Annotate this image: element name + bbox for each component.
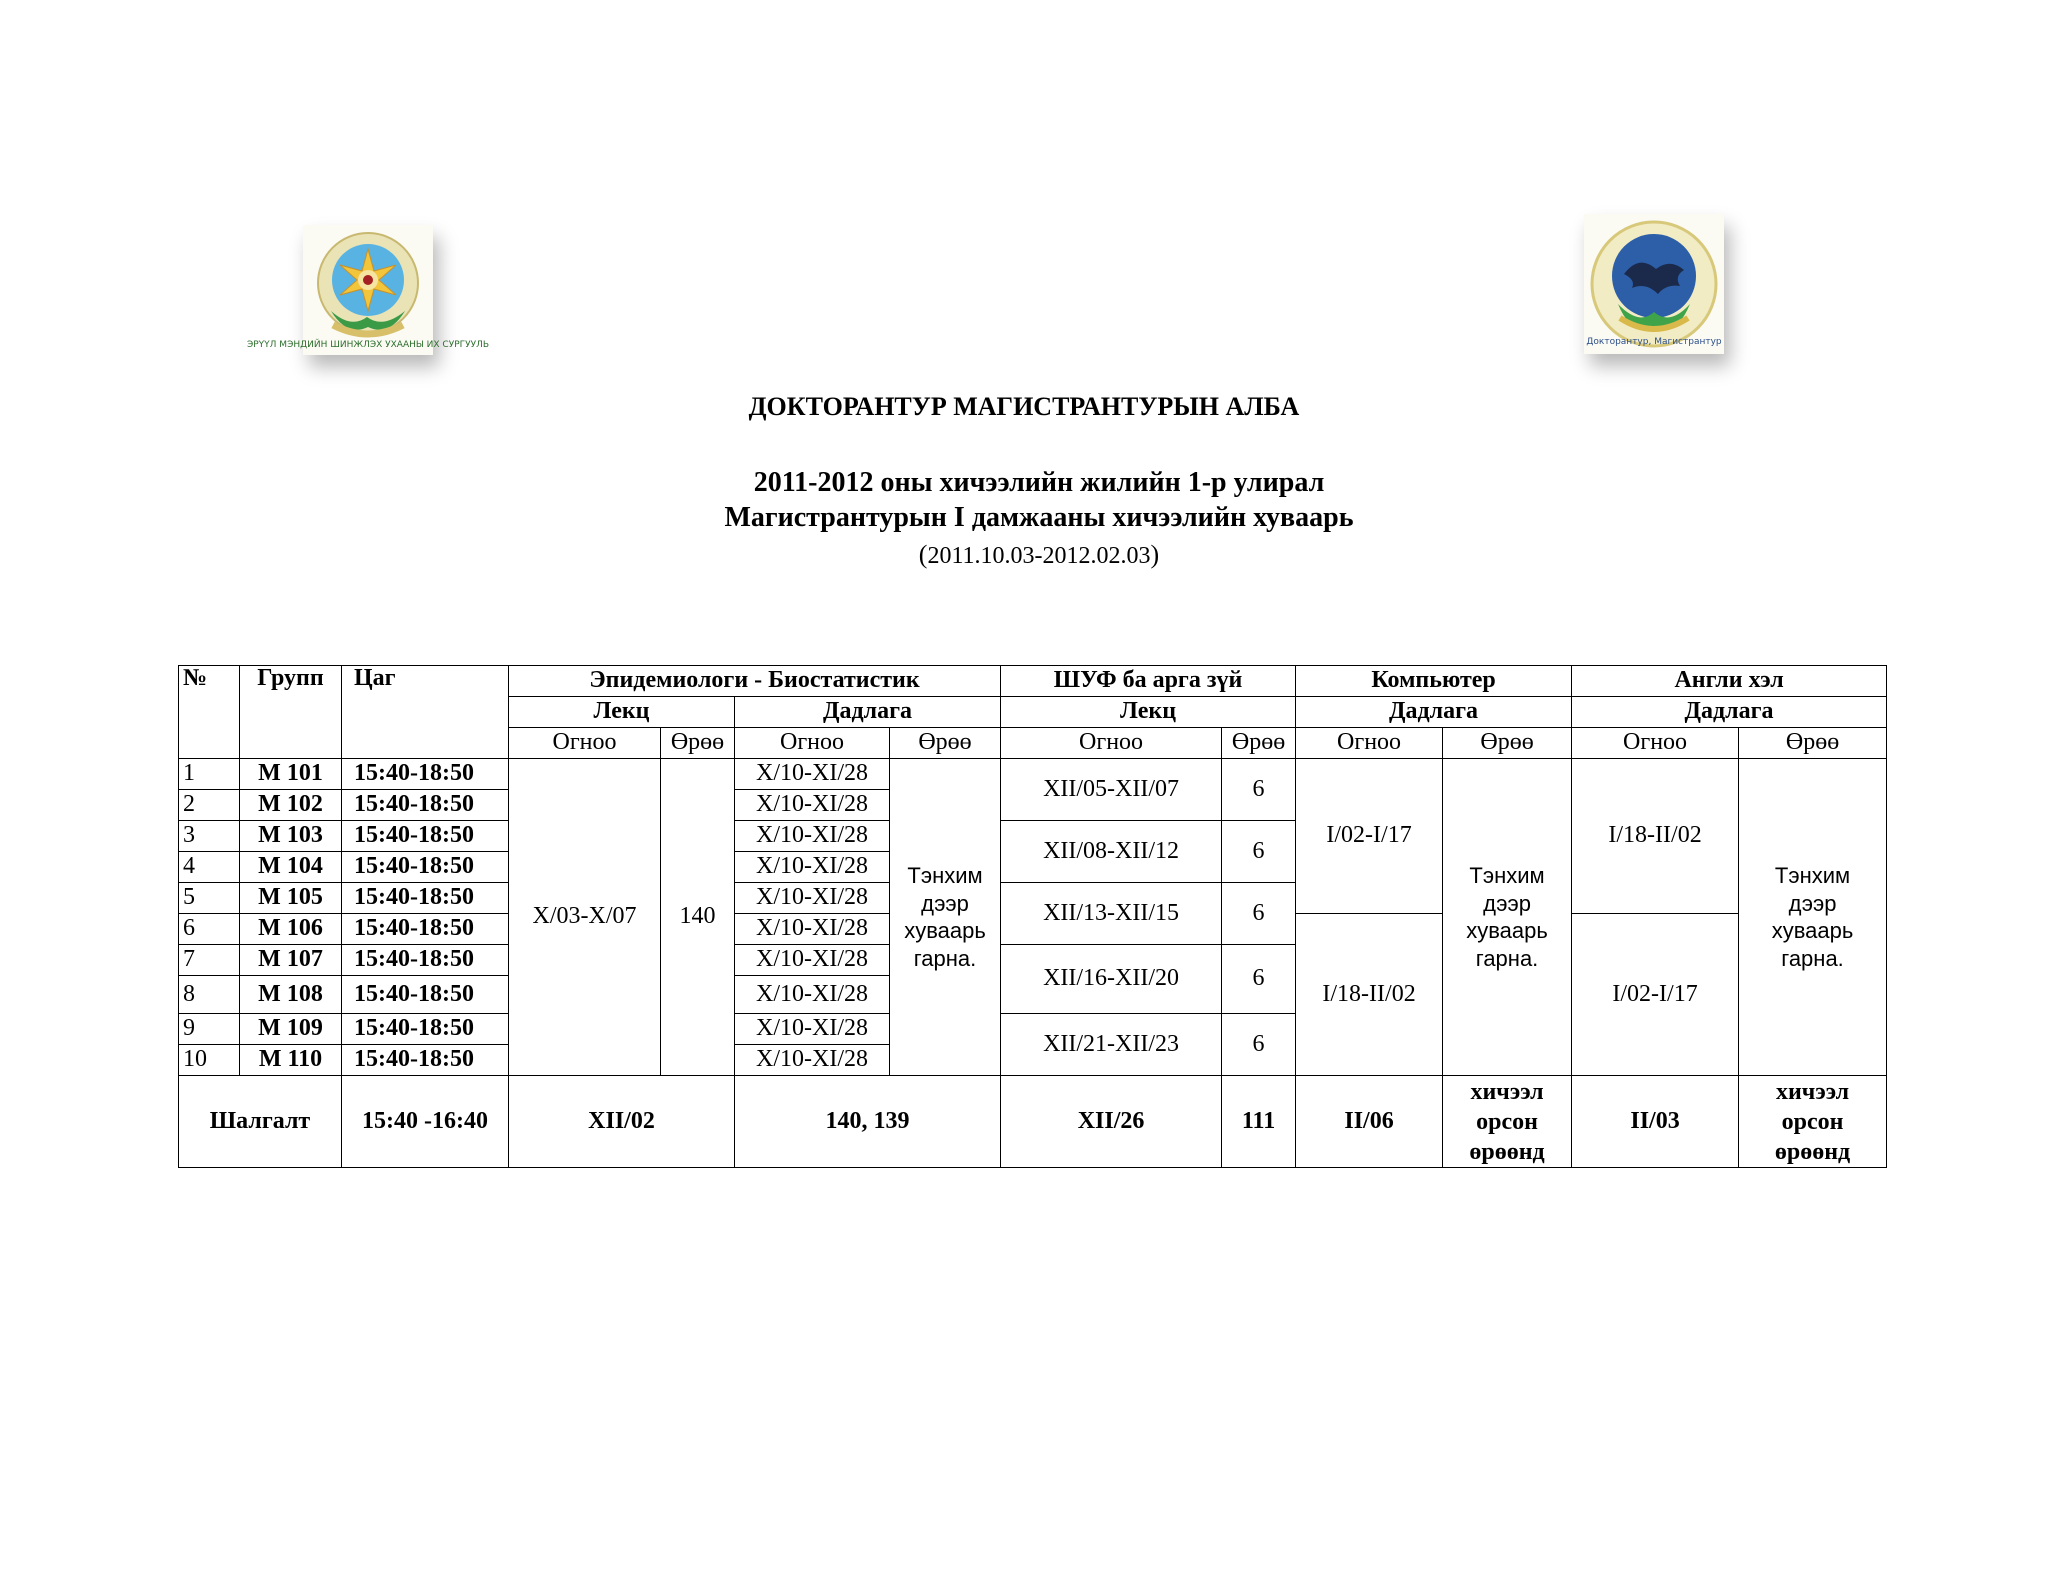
col-header-no: №: [179, 666, 240, 759]
epi-lecture-header: Лекц: [509, 697, 735, 728]
computer-room: [1443, 759, 1572, 1076]
shuf-lecture-header: Лекц: [1001, 697, 1296, 728]
computer-date: I/18-II/02: [1296, 914, 1443, 1076]
row-time: 15:40-18:50: [342, 914, 509, 945]
row-no: 10: [179, 1045, 240, 1076]
table-row: [179, 759, 1887, 790]
shuf-room-header: Өрөө: [1222, 728, 1296, 759]
subject-header-epidemiology: Эпидемиологи - Биостатистик: [509, 666, 1001, 697]
exam-time: 15:40 -16:40: [342, 1076, 509, 1168]
computer-room-header: Өрөө: [1443, 728, 1572, 759]
dept-schedule-note-l2: дээр: [1788, 890, 1837, 916]
university-seal-text: ЭРҮҮЛ МЭНДИЙН ШИНЖЛЭХ УХААНЫ ИХ СУРГУУЛЬ: [246, 340, 490, 350]
row-time: 15:40-18:50: [342, 759, 509, 790]
row-no: 2: [179, 790, 240, 821]
epi-practice-date-header: Огноо: [735, 728, 890, 759]
shuf-date-header: Огноо: [1001, 728, 1222, 759]
epi-lecture-date-header: Огноо: [509, 728, 661, 759]
exam-computer-room: [1443, 1076, 1572, 1168]
row-time: 15:40-18:50: [342, 1014, 509, 1045]
epi-practice-date: X/10-XI/28: [735, 976, 890, 1014]
col-header-group: Групп: [240, 666, 342, 759]
dept-schedule-note-l3: хуваарь: [1466, 918, 1548, 943]
shuf-date: XII/21-XII/23: [1001, 1014, 1222, 1076]
dept-schedule-note-l3: хуваарь: [1771, 918, 1854, 943]
schedule-period: [0, 540, 2063, 570]
row-group: М 104: [240, 852, 342, 883]
row-time: 15:40-18:50: [342, 821, 509, 852]
row-group: М 103: [240, 821, 342, 852]
row-group: М 110: [240, 1045, 342, 1076]
exam-room-note-l1: хичээл: [1775, 1078, 1850, 1105]
epi-practice-date: X/10-XI/28: [735, 883, 890, 914]
row-no: 7: [179, 945, 240, 976]
exam-room-note-l3: өрөөнд: [1774, 1138, 1851, 1165]
row-group: М 107: [240, 945, 342, 976]
shuf-date: XII/13-XII/15: [1001, 883, 1222, 945]
row-no: 6: [179, 914, 240, 945]
row-time: 15:40-18:50: [342, 976, 509, 1014]
dept-schedule-note-l1: Тэнхим: [1469, 863, 1545, 888]
exam-shuf-room: 111: [1222, 1076, 1296, 1168]
epi-practice-date: X/10-XI/28: [735, 759, 890, 790]
period-range: 2011.10.03-2012.02.03: [927, 543, 1151, 569]
epi-lecture-date: X/03-X/07: [509, 759, 661, 1076]
english-date-header: Огноо: [1572, 728, 1739, 759]
period-open-paren: (: [918, 540, 928, 569]
row-group: М 101: [240, 759, 342, 790]
row-group: М 102: [240, 790, 342, 821]
semester-title: 2011-2012 оны хичээлийн жилийн 1-р улирал: [753, 467, 1325, 498]
shuf-room: 6: [1222, 1014, 1296, 1076]
shuf-room: 6: [1222, 759, 1296, 821]
schedule-table: [178, 665, 1887, 1168]
dept-schedule-note-l4: гарна.: [1475, 945, 1539, 971]
shuf-room: 6: [1222, 821, 1296, 883]
epi-practice-room-header: Өрөө: [890, 728, 1001, 759]
row-time: 15:40-18:50: [342, 1045, 509, 1076]
row-no: 3: [179, 821, 240, 852]
university-logo: [246, 225, 490, 355]
exam-epi-rooms: 140, 139: [735, 1076, 1001, 1168]
dept-schedule-note-l4: гарна.: [913, 945, 977, 971]
epi-practice-date: X/10-XI/28: [735, 945, 890, 976]
row-group: М 106: [240, 914, 342, 945]
row-no: 1: [179, 759, 240, 790]
department-seal-icon: [1584, 214, 1724, 354]
computer-date: I/02-I/17: [1296, 759, 1443, 914]
university-seal-icon: [246, 225, 490, 355]
row-time: 15:40-18:50: [342, 790, 509, 821]
dept-schedule-note-l1: Тэнхим: [1774, 863, 1851, 888]
col-header-time: Цаг: [342, 666, 509, 759]
english-room-header: Өрөө: [1739, 728, 1887, 759]
dept-schedule-note-l3: хуваарь: [904, 918, 986, 943]
exam-computer-date: II/06: [1296, 1076, 1443, 1168]
subject-header-computer: Компьютер: [1296, 666, 1572, 697]
english-date: I/18-II/02: [1572, 759, 1739, 914]
exam-label: Шалгалт: [179, 1076, 342, 1168]
english-practice-header: Дадлага: [1572, 697, 1887, 728]
row-time: 15:40-18:50: [342, 852, 509, 883]
epi-practice-date: X/10-XI/28: [735, 821, 890, 852]
exam-row: [179, 1076, 1887, 1168]
shuf-date: XII/05-XII/07: [1001, 759, 1222, 821]
exam-room-note-l2: орсон: [1476, 1108, 1538, 1135]
epi-lecture-room-header: Өрөө: [661, 728, 735, 759]
period-close-paren: ): [1150, 540, 1160, 569]
header-row-subjects: [179, 666, 1887, 697]
row-group: М 109: [240, 1014, 342, 1045]
exam-english-date: II/03: [1572, 1076, 1739, 1168]
epi-practice-date: X/10-XI/28: [735, 790, 890, 821]
dept-schedule-note-l2: дээр: [1483, 890, 1531, 916]
english-room: [1739, 759, 1887, 1076]
dept-schedule-note-l1: Тэнхим: [907, 863, 983, 888]
schedule-title: Магистрантурын I дамжааны хичээлийн хуваарь: [724, 502, 1354, 533]
epi-practice-date: X/10-XI/28: [735, 914, 890, 945]
epi-practice-date: X/10-XI/28: [735, 1045, 890, 1076]
shuf-date: XII/08-XII/12: [1001, 821, 1222, 883]
computer-date-header: Огноо: [1296, 728, 1443, 759]
epi-practice-date: X/10-XI/28: [735, 1014, 890, 1045]
english-date: I/02-I/17: [1572, 914, 1739, 1076]
row-time: 15:40-18:50: [342, 883, 509, 914]
epi-practice-room: [890, 759, 1001, 1076]
computer-practice-header: Дадлага: [1296, 697, 1572, 728]
subject-header-english: Англи хэл: [1572, 666, 1887, 697]
shuf-room: 6: [1222, 883, 1296, 945]
department-title: ДОКТОРАНТУР МАГИСТРАНТУРЫН АЛБА: [748, 392, 1300, 421]
dept-schedule-note-l4: гарна.: [1781, 945, 1844, 971]
exam-epi-date: XII/02: [509, 1076, 735, 1168]
exam-room-note-l3: өрөөнд: [1469, 1138, 1545, 1165]
row-group: М 105: [240, 883, 342, 914]
shuf-date: XII/16-XII/20: [1001, 945, 1222, 1014]
exam-shuf-date: XII/26: [1001, 1076, 1222, 1168]
row-group: М 108: [240, 976, 342, 1014]
department-seal-text: Докторантур, Магистрантур: [1586, 337, 1722, 347]
dept-schedule-note-l2: дээр: [921, 890, 969, 916]
epi-lecture-room: 140: [661, 759, 735, 1076]
exam-english-room: [1739, 1076, 1887, 1168]
exam-room-note-l1: хичээл: [1470, 1078, 1544, 1105]
epi-practice-header: Дадлага: [735, 697, 1001, 728]
shuf-room: 6: [1222, 945, 1296, 1014]
row-no: 8: [179, 976, 240, 1014]
epi-practice-date: X/10-XI/28: [735, 852, 890, 883]
row-no: 4: [179, 852, 240, 883]
subject-header-shuf: ШУФ ба арга зүй: [1001, 666, 1296, 697]
row-time: 15:40-18:50: [342, 945, 509, 976]
department-logo: [1584, 214, 1724, 354]
exam-room-note-l2: орсон: [1781, 1108, 1844, 1135]
row-no: 9: [179, 1014, 240, 1045]
row-no: 5: [179, 883, 240, 914]
